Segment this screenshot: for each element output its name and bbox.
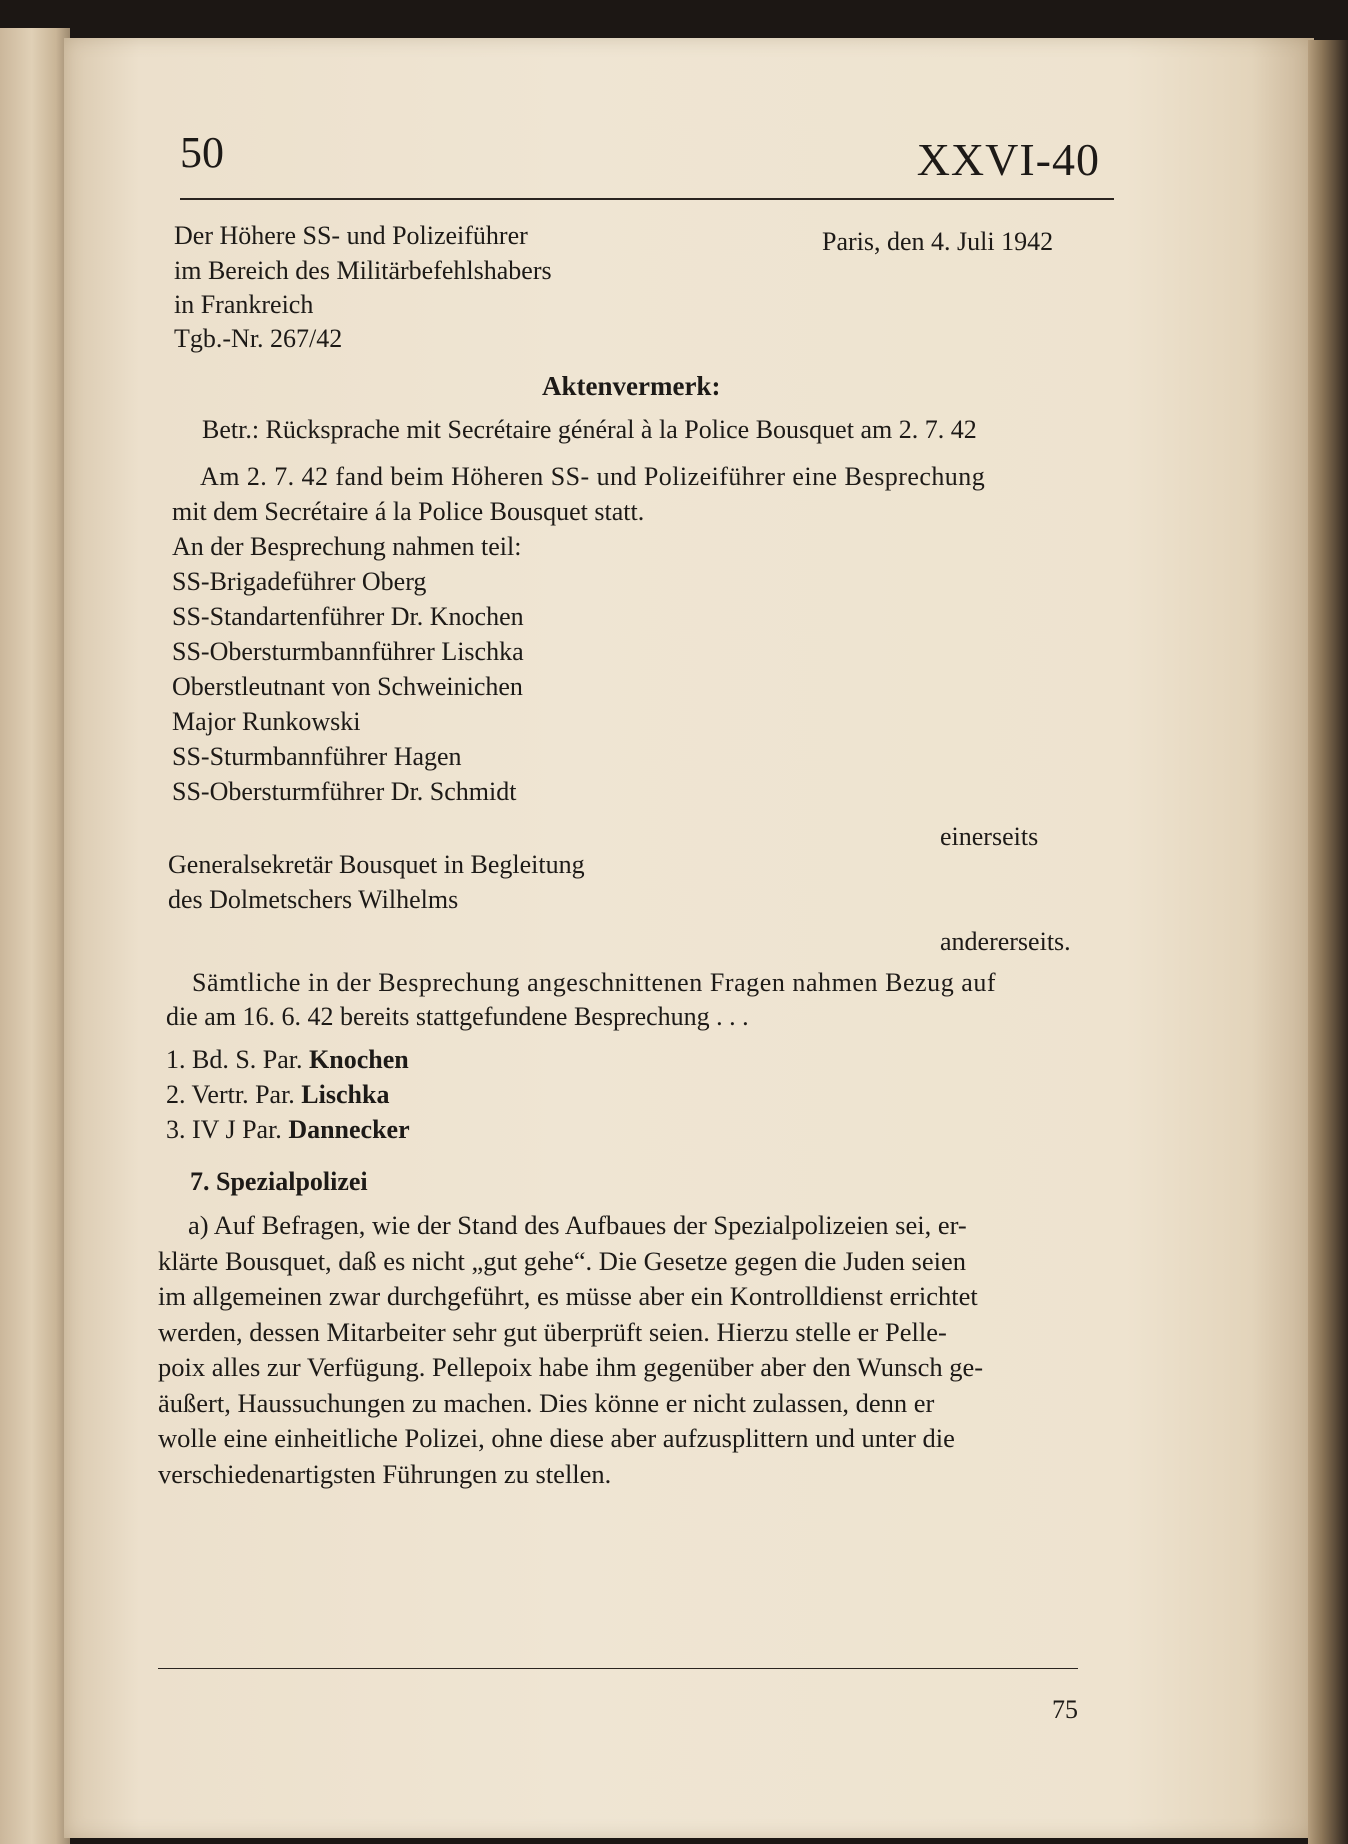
participant: SS-Obersturmführer Dr. Schmidt	[172, 777, 517, 806]
subject-line: Betr.: Rücksprache mit Secrétaire général à la Police Bousquet am 2. 7. 42	[202, 415, 977, 444]
section-line: wolle eine einheitliche Polizei, ohne diese aber aufzusplittern und unter die	[158, 1423, 955, 1453]
page-edge-shadow	[1308, 40, 1348, 1844]
distribution-item	[166, 1114, 410, 1146]
document-id: XXVI-40	[916, 134, 1100, 185]
distribution-name: Dannecker	[288, 1115, 410, 1144]
section-heading: 7. Spezialpolizei	[190, 1167, 368, 1196]
participant: SS-Brigadeführer Oberg	[172, 567, 427, 596]
book-gutter	[0, 28, 70, 1844]
intro-line-2: mit dem Secrétaire á la Police Bousquet statt.	[172, 497, 645, 526]
andererseits-label: andererseits.	[940, 927, 1071, 956]
participant: SS-Sturmbannführer Hagen	[172, 742, 462, 771]
section-line: a) Auf Befragen, wie der Stand des Aufbaues der Spezialpolizeien sei, er-	[188, 1210, 967, 1240]
einerseits-label: einerseits	[940, 822, 1039, 851]
french-side-line-2: des Dolmetschers Wilhelms	[168, 885, 459, 914]
sender-line-1: Der Höhere SS- und Polizeiführer	[174, 221, 528, 250]
participant: SS-Standartenführer Dr. Knochen	[172, 602, 524, 631]
sender-line-3: in Frankreich	[174, 290, 314, 319]
french-side-line-1: Generalsekretär Bousquet in Begleitung	[168, 850, 585, 879]
section-paragraph	[158, 1208, 1086, 1492]
sender-line-2: im Bereich des Militärbefehlshabers	[174, 256, 552, 285]
participant: Major Runkowski	[172, 707, 361, 736]
participant: SS-Obersturmbannführer Lischka	[172, 637, 524, 666]
section-line: klärte Bousquet, daß es nicht „gut gehe“. Die Gesetze gegen die Juden seien	[158, 1245, 966, 1276]
place-date: Paris, den 4. Juli 1942	[822, 227, 1054, 256]
distribution-name: Lischka	[301, 1080, 390, 1109]
section-line: äußert, Haussuchungen zu machen. Dies könne er nicht zulassen, denn er	[158, 1387, 935, 1418]
distribution-prefix: 1. Bd. S. Par.	[166, 1045, 303, 1074]
section-line: im allgemeinen zwar durchgeführt, es müsse aber ein Kontrolldienst errichtet	[158, 1281, 978, 1311]
summary-line-2: die am 16. 6. 42 bereits stattgefundene Besprechung . . .	[166, 1002, 749, 1031]
distribution-item	[166, 1079, 389, 1111]
footer-rule	[158, 1668, 1078, 1669]
distribution-prefix: 2. Vertr. Par.	[166, 1080, 295, 1109]
intro-line-1: Am 2. 7. 42 fand beim Höheren SS- und Polizeiführer eine Besprechung	[200, 462, 986, 491]
section-line: werden, dessen Mitarbeiter sehr gut überprüft seien. Hierzu stelle er Pelle-	[158, 1316, 947, 1347]
section-line: poix alles zur Verfügung. Pellepoix habe ihm gegenüber aber den Wunsch ge-	[158, 1352, 984, 1382]
page-number-bottom: 75	[1052, 1695, 1078, 1724]
participant: Oberstleutnant von Schweinichen	[172, 672, 523, 701]
section-line: verschiedenartigsten Führungen zu stellen.	[158, 1458, 612, 1489]
memo-title: Aktenvermerk:	[542, 371, 721, 401]
header-rule	[180, 198, 1114, 200]
page-number-top: 50	[180, 128, 224, 177]
distribution-item	[166, 1044, 409, 1076]
summary-line-1: Sämtliche in der Besprechung angeschnittenen Fragen nahmen Bezug auf	[192, 968, 997, 997]
sender-line-4: Tgb.-Nr. 267/42	[174, 324, 343, 353]
distribution-name: Knochen	[309, 1045, 409, 1074]
intro-line-3: An der Besprechung nahmen teil:	[172, 532, 522, 561]
distribution-prefix: 3. IV J Par.	[166, 1115, 282, 1144]
